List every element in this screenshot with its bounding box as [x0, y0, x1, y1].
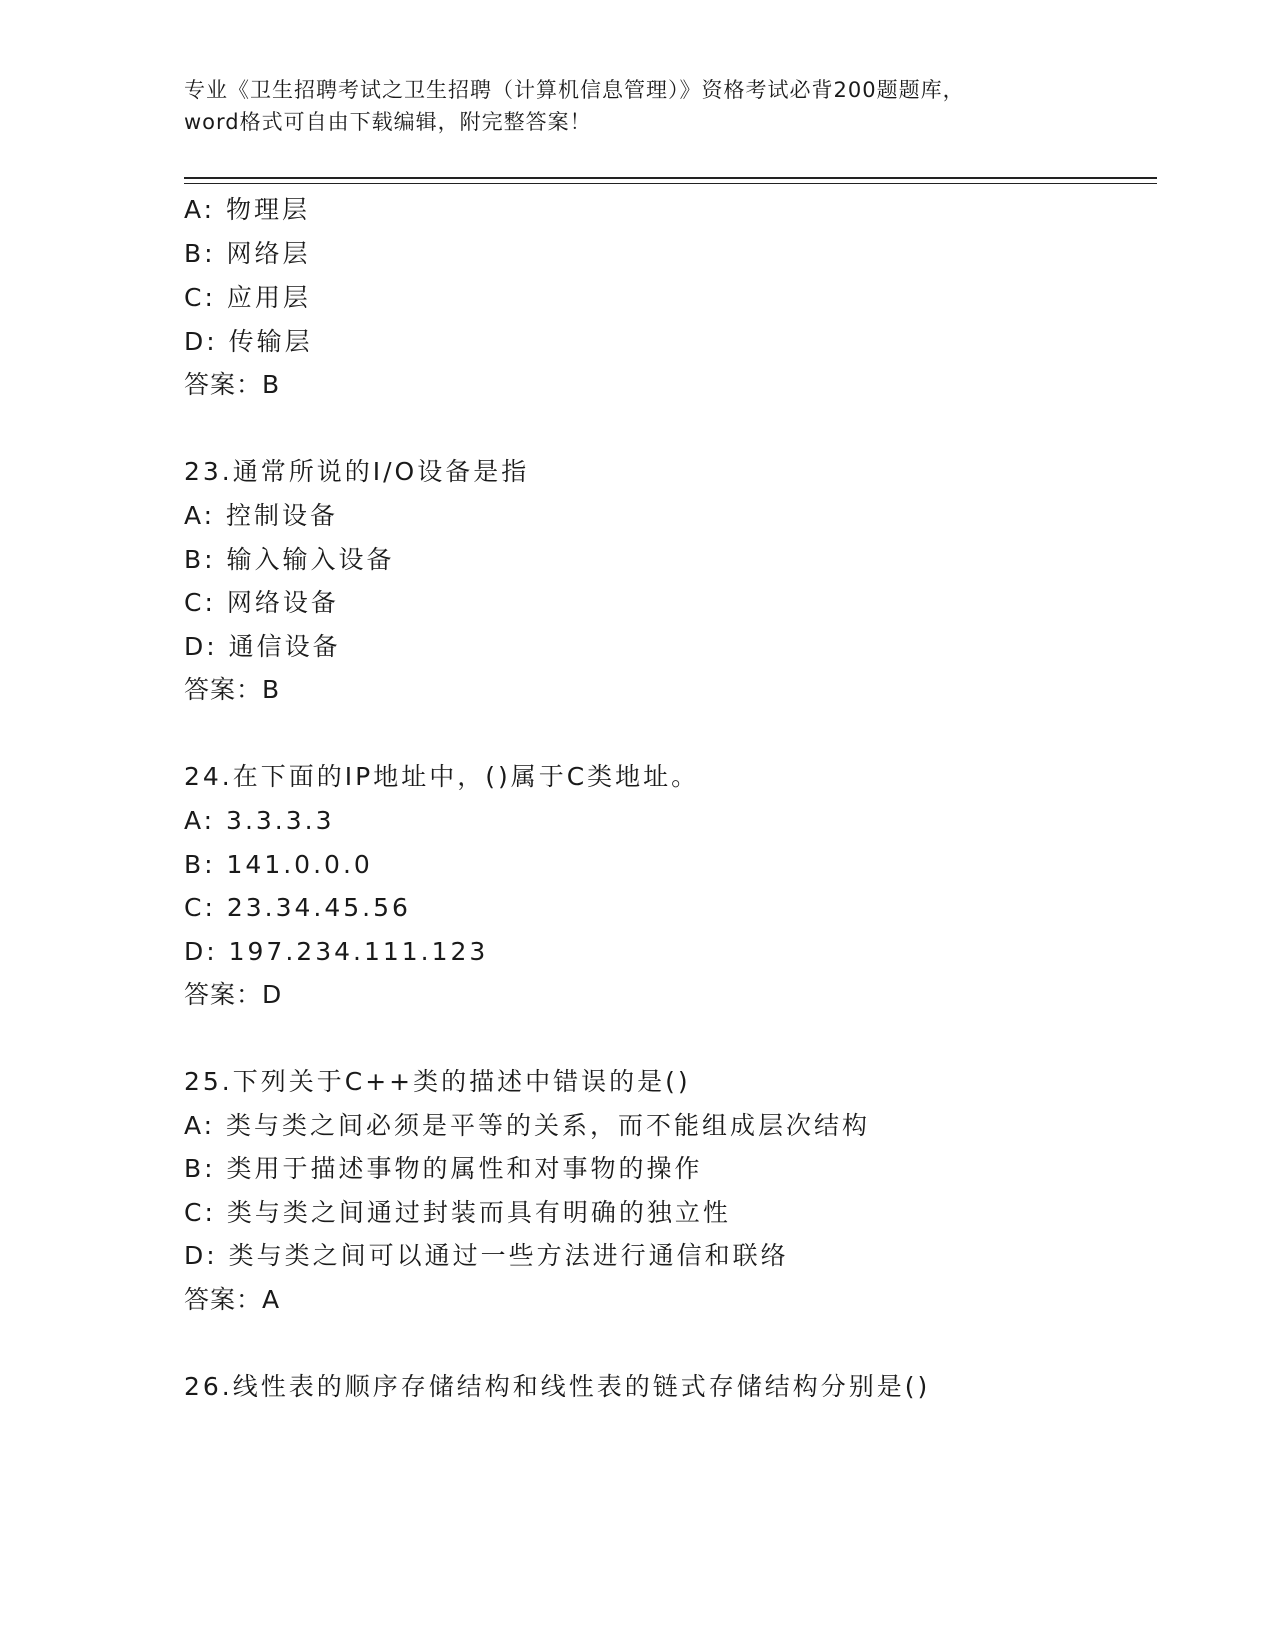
q24-option-a: A: 3.3.3.3: [184, 806, 335, 835]
header-line-2: word格式可自由下载编辑，附完整答案！: [184, 110, 592, 134]
q22-option-a: A: 物理层: [184, 195, 311, 224]
q25-option-b: B: 类用于描述事物的属性和对事物的操作: [184, 1154, 703, 1183]
q24-option-b: B: 141.0.0.0: [184, 850, 373, 879]
q23-answer: 答案：B: [184, 675, 281, 704]
q23-option-d: D: 通信设备: [184, 632, 341, 661]
q22-option-c: C: 应用层: [184, 283, 311, 312]
header-divider-thin: [184, 183, 1157, 184]
q25-option-d: D: 类与类之间可以通过一些方法进行通信和联络: [184, 1241, 789, 1270]
q25-answer: 答案：A: [184, 1285, 281, 1314]
q24-option-c: C: 23.34.45.56: [184, 893, 411, 922]
q22-option-b: B: 网络层: [184, 239, 311, 268]
q23-question: 23.通常所说的I/O设备是指: [184, 457, 530, 486]
q23-option-c: C: 网络设备: [184, 588, 339, 617]
q25-option-c: C: 类与类之间通过封装而具有明确的独立性: [184, 1198, 731, 1227]
q23-option-b: B: 输入输入设备: [184, 545, 395, 574]
q22-option-d: D: 传输层: [184, 327, 313, 356]
header-line-1: 专业《卫生招聘考试之卫生招聘（计算机信息管理）》资格考试必背200题题库，: [184, 78, 965, 102]
q24-option-d: D: 197.234.111.123: [184, 937, 489, 966]
q23-option-a: A: 控制设备: [184, 501, 339, 530]
q24-question: 24.在下面的IP地址中，()属于C类地址。: [184, 762, 700, 791]
q24-answer: 答案：D: [184, 980, 283, 1009]
q25-question: 25.下列关于C++类的描述中错误的是(): [184, 1067, 691, 1096]
document-header: [184, 74, 1084, 138]
q22-answer: 答案：B: [184, 370, 281, 399]
header-divider-thick: [184, 177, 1157, 179]
q25-option-a: A: 类与类之间必须是平等的关系，而不能组成层次结构: [184, 1111, 871, 1140]
q26-question: 26.线性表的顺序存储结构和线性表的链式存储结构分别是(): [184, 1372, 931, 1401]
